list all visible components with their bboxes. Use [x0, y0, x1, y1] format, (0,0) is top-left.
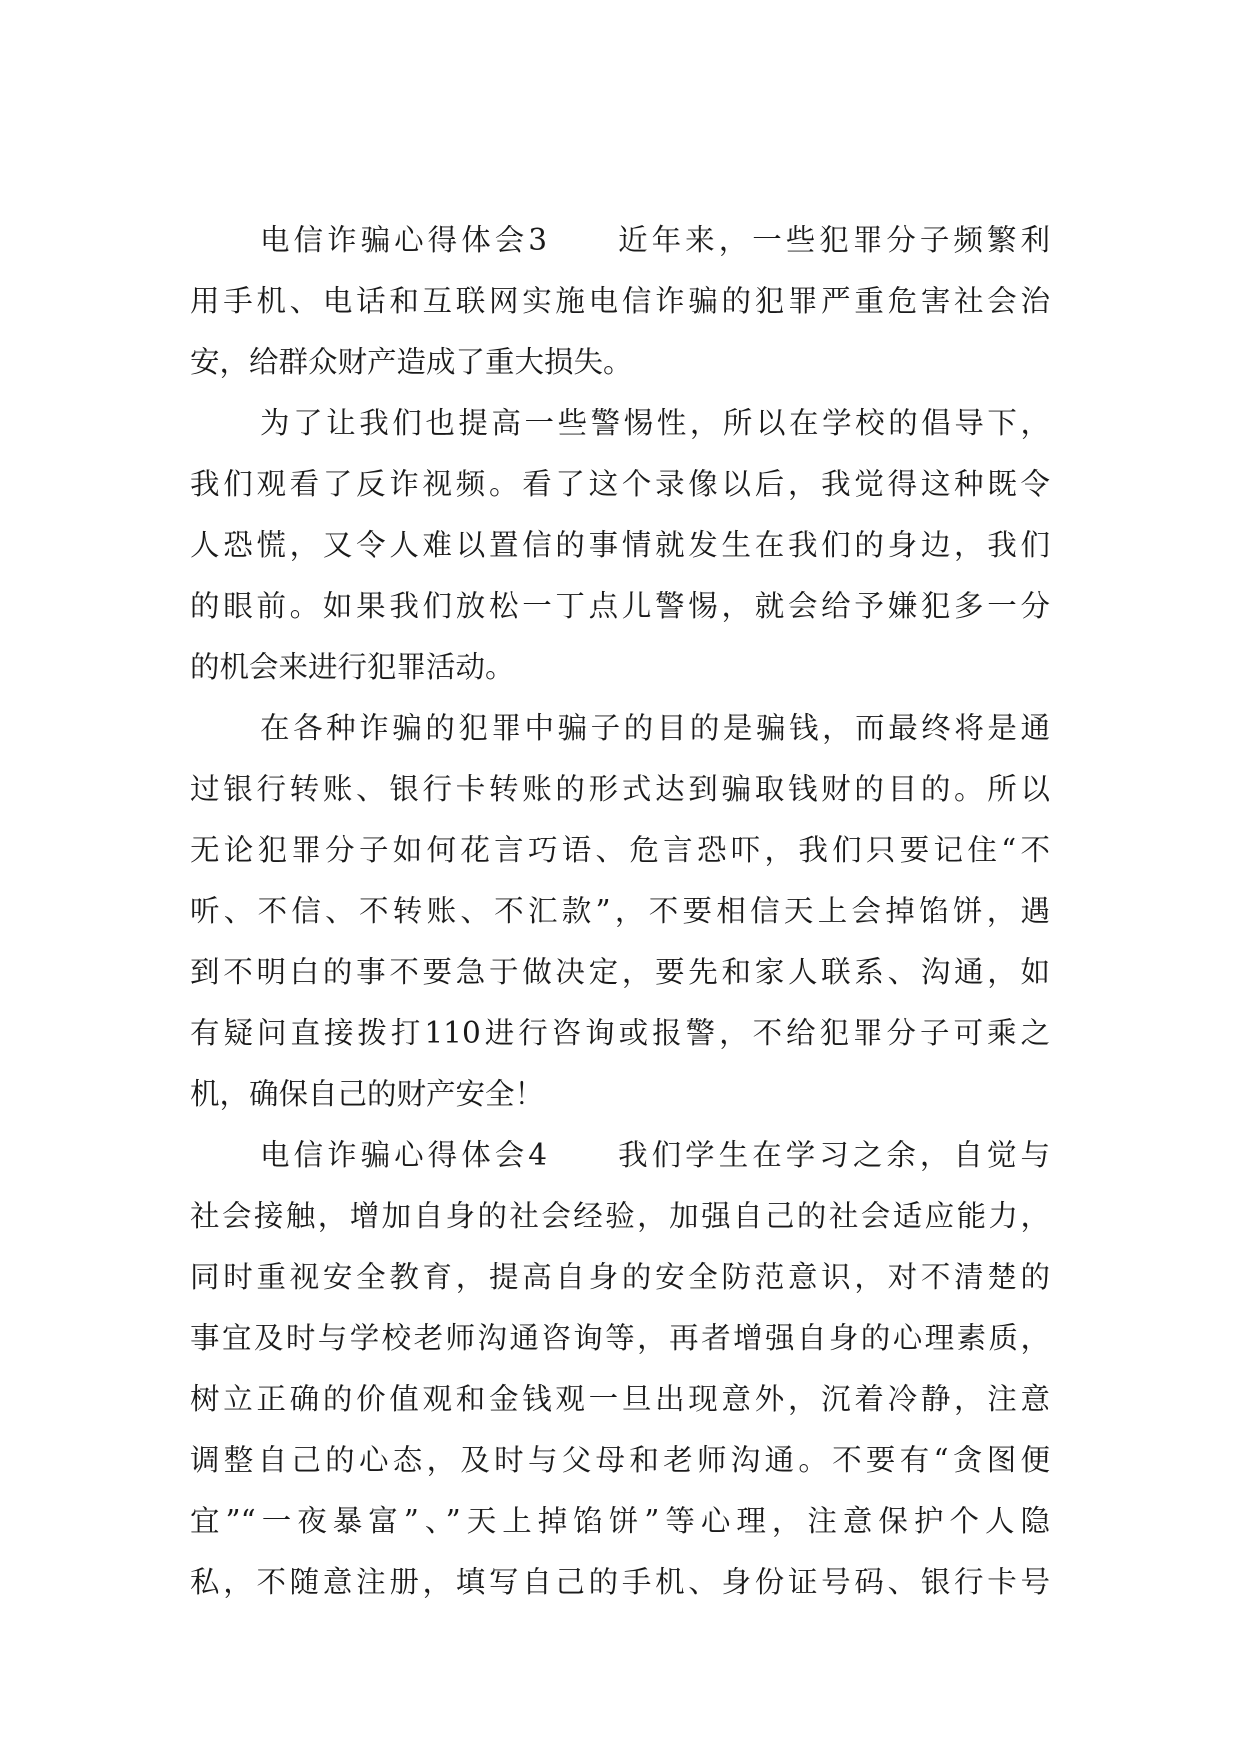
text-line: 同时重视安全教育，提高自身的安全防范意识，对不清楚的 [190, 1260, 1050, 1294]
text-line: 的机会来进行犯罪活动。 [190, 650, 515, 684]
text-line: 事宜及时与学校老师沟通咨询等，再者增强自身的心理素质， [190, 1321, 1050, 1355]
text-line: 社会接触，增加自身的社会经验，加强自己的社会适应能力， [190, 1199, 1050, 1233]
text-line: 私，不随意注册，填写自己的手机、身份证号码、银行卡号 [190, 1565, 1050, 1599]
text-line: 人恐慌，又令人难以置信的事情就发生在我们的身边，我们 [190, 528, 1050, 562]
text-line: 宜”“一夜暴富”、”天上掉馅饼”等心理，注意保护个人隐 [190, 1504, 1050, 1538]
text-line: 调整自己的心态，及时与父母和老师沟通。不要有“贪图便 [190, 1443, 1050, 1477]
text-line: 我们观看了反诈视频。看了这个录像以后，我觉得这种既令 [190, 467, 1050, 501]
text-line: 安，给群众财产造成了重大损失。 [190, 345, 633, 379]
text-line: 的眼前。如果我们放松一丁点儿警惕，就会给予嫌犯多一分 [190, 589, 1050, 623]
text-line: 机，确保自己的财产安全！ [190, 1077, 545, 1111]
text-line: 过银行转账、银行卡转账的形式达到骗取钱财的目的。所以 [190, 772, 1050, 806]
text-line: 电信诈骗心得体会3 近年来，一些犯罪分子频繁利 [260, 223, 1050, 257]
text-line: 无论犯罪分子如何花言巧语、危言恐吓，我们只要记住“不 [190, 833, 1050, 867]
text-line: 到不明白的事不要急于做决定，要先和家人联系、沟通，如 [190, 955, 1050, 989]
text-line: 树立正确的价值观和金钱观一旦出现意外，沉着冷静，注意 [190, 1382, 1050, 1416]
text-line: 为了让我们也提高一些警惕性，所以在学校的倡导下， [260, 406, 1050, 440]
text-line: 用手机、电话和互联网实施电信诈骗的犯罪严重危害社会治 [190, 284, 1050, 318]
text-line: 听、不信、不转账、不汇款”，不要相信天上会掉馅饼，遇 [190, 894, 1050, 928]
document-body [190, 210, 1050, 1613]
text-line: 有疑问直接拨打110进行咨询或报警，不给犯罪分子可乘之 [190, 1016, 1050, 1050]
text-line: 在各种诈骗的犯罪中骗子的目的是骗钱，而最终将是通 [260, 711, 1050, 745]
text-line: 电信诈骗心得体会4 我们学生在学习之余，自觉与 [260, 1138, 1050, 1172]
